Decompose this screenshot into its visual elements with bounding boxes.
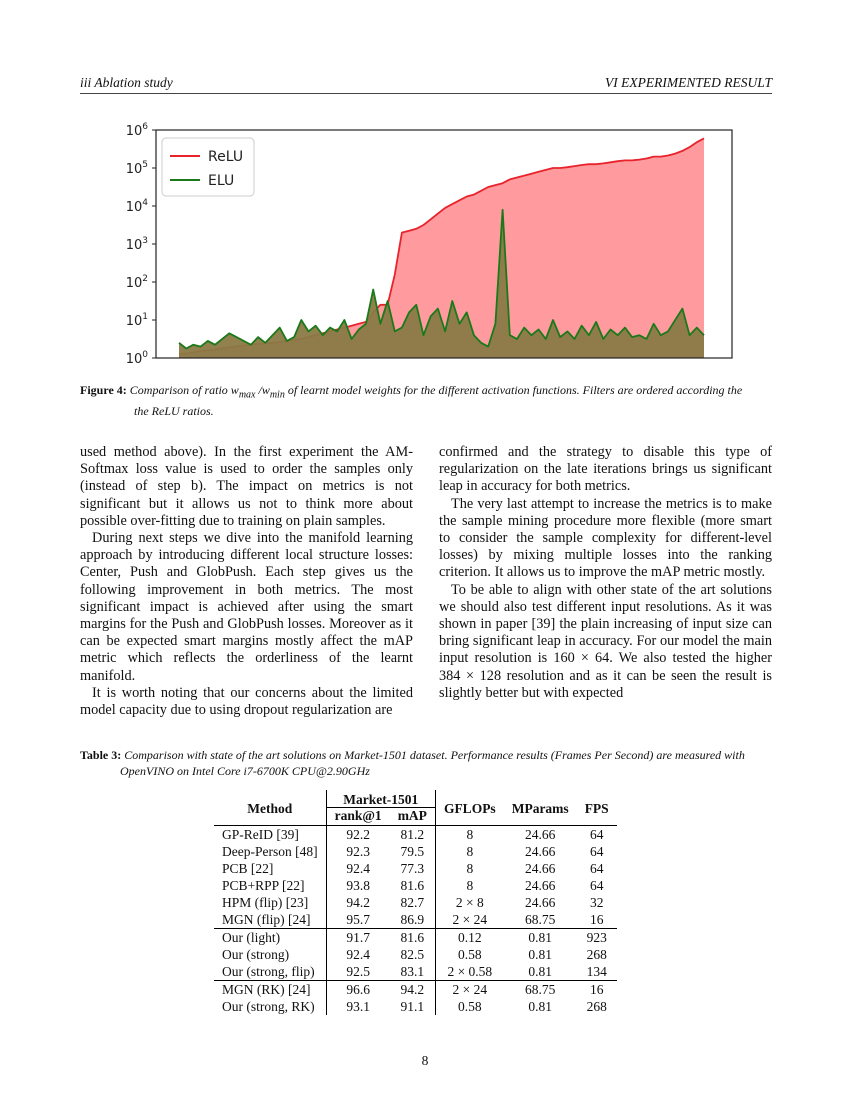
header-section: iii Ablation study xyxy=(80,75,173,90)
gflops-cell: 8 xyxy=(466,844,474,859)
map-cell: 81.6 xyxy=(390,929,436,947)
rank1-cell: 93.1 xyxy=(346,999,370,1014)
gflops-cell: 0.12 xyxy=(458,930,482,945)
gflops-cell: 0.58 xyxy=(458,999,482,1014)
paragraph: used method above). In the first experiment the AM-Softmax loss value is used to order the samples only (instead of step b). The impact on metrics is not significant but it allows us not to think more about possible over-fitting due to training on plain samples. xyxy=(80,444,413,529)
rank1-cell: 94.2 xyxy=(346,895,370,910)
fps-cell: 32 xyxy=(589,895,604,910)
map-cell: 77.3 xyxy=(390,860,436,877)
y-tick-label: $10^0$ xyxy=(125,350,148,367)
elu-legend-label: ELU xyxy=(208,173,235,189)
gflops-header: GFLOPs xyxy=(435,790,503,826)
rank1-cell: 91.7 xyxy=(346,930,370,945)
table-row xyxy=(214,929,617,947)
paragraph: confirmed and the strategy to disable this type of regularization on the late iterations brings us significant leap in accuracy for both metrics. xyxy=(439,444,772,495)
mparams-cell: 0.81 xyxy=(528,999,552,1014)
rank1-cell: 92.3 xyxy=(346,844,370,859)
map-cell: 79.5 xyxy=(390,843,436,860)
table-label: Table 3: xyxy=(80,748,122,762)
method-cell: Our (strong, RK) xyxy=(214,998,326,1015)
figure-label: Figure 4: xyxy=(80,383,127,397)
gflops-cell: 0.58 xyxy=(458,947,482,962)
paragraph: It is worth noting that our concerns about the limited model capacity due to using dropout regularization are xyxy=(80,684,413,719)
table-row xyxy=(214,946,617,963)
mparams-cell: 68.75 xyxy=(504,911,577,929)
rank1-cell: 92.5 xyxy=(326,963,390,981)
table-row xyxy=(214,963,617,981)
gflops-cell: 2 × 8 xyxy=(455,895,484,910)
fps-header: FPS xyxy=(577,790,617,826)
mparams-cell: 24.66 xyxy=(525,878,556,893)
map-cell: 94.2 xyxy=(390,981,436,999)
table-row xyxy=(214,998,617,1015)
method-cell: Deep-Person [48] xyxy=(214,843,326,860)
table-row xyxy=(214,826,617,844)
page-number: 8 xyxy=(421,1053,429,1068)
table-caption-text: Comparison with state of the art solutions on Market-1501 dataset. Performance results (Frames Per Second) are measured with xyxy=(124,748,745,762)
rank1-cell: 93.8 xyxy=(346,878,370,893)
mparams-cell: 24.66 xyxy=(525,827,556,842)
method-cell: PCB+RPP [22] xyxy=(214,877,326,894)
figure-caption xyxy=(80,382,772,419)
table-group-sota xyxy=(214,826,617,929)
method-cell: Our (strong, flip) xyxy=(214,963,326,981)
figure-caption-cont: the ReLU ratios. xyxy=(134,404,214,419)
map-cell: 81.2 xyxy=(390,826,436,844)
map-header: mAP xyxy=(390,808,436,826)
method-cell: PCB [22] xyxy=(214,860,326,877)
fps-cell: 64 xyxy=(589,827,604,842)
rank1-header: rank@1 xyxy=(326,808,390,826)
relu-legend-label: ReLU xyxy=(208,149,244,165)
mparams-header: MParams xyxy=(504,790,577,826)
rank1-cell: 92.4 xyxy=(346,861,370,876)
map-cell: 82.5 xyxy=(390,946,436,963)
table-row xyxy=(214,894,617,911)
method-cell: MGN (RK) [24] xyxy=(214,981,326,999)
fps-cell: 64 xyxy=(589,861,604,876)
table-row xyxy=(214,911,617,929)
table-row xyxy=(214,877,617,894)
header-chapter: VI EXPERIMENTED RESULT xyxy=(605,75,772,90)
mparams-cell: 24.66 xyxy=(525,895,556,910)
gflops-cell: 2 × 0.58 xyxy=(435,963,503,981)
mparams-cell: 68.75 xyxy=(525,982,556,997)
gflops-cell: 8 xyxy=(466,861,474,876)
table-row xyxy=(214,843,617,860)
fps-cell: 268 xyxy=(586,947,607,962)
rank1-cell: 92.4 xyxy=(346,947,370,962)
gflops-cell: 8 xyxy=(466,878,474,893)
right-column xyxy=(439,444,772,702)
method-cell: Our (strong) xyxy=(214,946,326,963)
fps-cell: 64 xyxy=(589,878,604,893)
figure-caption-text: Comparison of ratio $w_{max}$ $/w_{min}$ of learnt model weights for the different activation functions. Filters are ordered according the xyxy=(129,383,743,401)
table-caption xyxy=(80,747,772,779)
method-cell: MGN (flip) [24] xyxy=(214,911,326,929)
map-cell: 91.1 xyxy=(390,998,436,1015)
method-header: Method xyxy=(214,790,326,826)
y-tick-label: $10^5$ xyxy=(125,160,148,177)
fps-cell: 268 xyxy=(586,999,607,1014)
mparams-cell: 0.81 xyxy=(504,963,577,981)
map-cell: 83.1 xyxy=(390,963,436,981)
fps-cell: 134 xyxy=(577,963,617,981)
table-row xyxy=(214,860,617,877)
method-cell: GP-ReID [39] xyxy=(214,826,326,844)
dataset-header: Market-1501 xyxy=(326,790,435,808)
results-table xyxy=(214,790,617,1015)
table-group-rerank xyxy=(214,981,617,1016)
method-cell: Our (light) xyxy=(214,929,326,947)
rank1-cell: 96.6 xyxy=(346,982,370,997)
fps-cell: 16 xyxy=(577,911,617,929)
mparams-cell: 0.81 xyxy=(528,930,552,945)
table-group-ours xyxy=(214,929,617,981)
method-cell: HPM (flip) [23] xyxy=(214,894,326,911)
paragraph: To be able to align with other state of the art solutions we should also test different input resolutions. As it was shown in paper [39] the plain increasing of input size can bring significant leap in accuracy. For our model the main input resolution is 160 × 64. We also tested the higher 384 × 128 resolution and as it can be seen the result is slightly better but with expected xyxy=(439,581,772,701)
mparams-cell: 0.81 xyxy=(528,947,552,962)
gflops-cell: 2 × 24 xyxy=(435,911,503,929)
mparams-cell: 24.66 xyxy=(525,844,556,859)
fps-cell: 64 xyxy=(589,844,604,859)
paragraph: During next steps we dive into the manifold learning approach by introducing different local structure losses: Center, Push and GlobPush. Each step gives us the following improvement in both metrics. The most significant impact is achieved after using the smart margins for the Push and GlobPush losses. Moreover as it can be expected smart margins mostly affect the mAP metric which reflects the orderliness of the learnt manifold. xyxy=(80,530,413,684)
fps-cell: 16 xyxy=(589,982,604,997)
y-tick-label: $10^2$ xyxy=(125,274,148,291)
map-cell: 86.9 xyxy=(390,911,436,929)
paragraph: The very last attempt to increase the metrics is to make the sample mining procedure more flexible (more smart to consider the sample complexity for different-level losses) by mixing multiple losses into the ranking criterion. It allows us to improve the mAP metric mostly. xyxy=(439,495,772,581)
left-column xyxy=(80,444,413,719)
table-row xyxy=(214,981,617,999)
y-tick-label: $10^6$ xyxy=(125,122,148,139)
y-tick-label: $10^3$ xyxy=(125,236,148,253)
table-caption-cont: OpenVINO on Intel Core i7-6700K CPU@2.90GHz xyxy=(120,764,370,778)
map-cell: 81.6 xyxy=(390,877,436,894)
rank1-cell: 95.7 xyxy=(326,911,390,929)
mparams-cell: 24.66 xyxy=(525,861,556,876)
gflops-cell: 8 xyxy=(466,827,474,842)
map-cell: 82.7 xyxy=(390,894,436,911)
y-tick-label: $10^1$ xyxy=(125,312,148,329)
activation-ratio-chart xyxy=(100,122,740,367)
gflops-cell: 2 × 24 xyxy=(452,982,488,997)
fps-cell: 923 xyxy=(586,930,607,945)
rank1-cell: 92.2 xyxy=(346,827,370,842)
running-header xyxy=(80,73,772,94)
y-tick-label: $10^4$ xyxy=(125,198,148,215)
